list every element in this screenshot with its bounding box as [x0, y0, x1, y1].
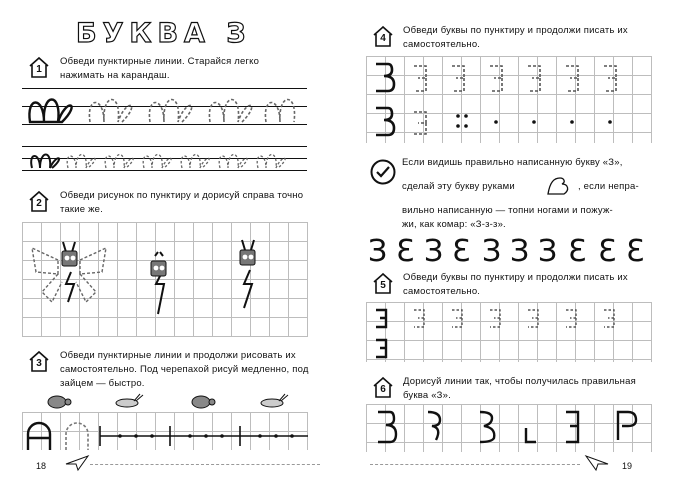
letter-glyph: З [368, 234, 388, 269]
task-instruction: Обведи пунктирные линии и продолжи рисовать их самостоятельно. Под черепахой рисуй медленно, под зайцем — быстро. [60, 350, 309, 389]
checkmark-circle-icon [370, 159, 396, 185]
task-instruction: Обведи пунктирные линии. Старайся легко нажимать на карандаш. [60, 56, 260, 81]
page-title: БУКВА З [76, 18, 252, 49]
paper-plane-icon [64, 454, 90, 472]
arch-tracing [22, 412, 308, 450]
page-number: 18 [36, 461, 47, 471]
task-number-badge: 4 [372, 25, 394, 47]
task-number-badge: 5 [372, 272, 394, 294]
task-number-badge: 2 [28, 190, 50, 212]
task-instruction: Обведи рисунок по пунктиру и дорисуй справа точно такие же. [60, 190, 304, 215]
letter-glyph: Ɛ [396, 234, 415, 269]
task-instruction: Обведи буквы по пунктиру и продолжи писать их самостоятельно. [403, 272, 628, 297]
check-text-line: сделай эту букву руками [402, 181, 515, 192]
task-number-badge: 1 [28, 56, 50, 78]
letter-z-tracing [366, 302, 652, 362]
letter-glyph: З [482, 234, 502, 269]
task-number-badge: 6 [372, 376, 394, 398]
task-number-badge: 3 [28, 350, 50, 372]
letter-glyph: Ɛ [568, 234, 587, 269]
hand-gesture-icon [544, 170, 574, 200]
letter-glyph: Ɛ [626, 234, 645, 269]
check-text-line: вильно написанную — топни ногами и пожуж- [402, 205, 613, 216]
letter-glyph: З [424, 234, 444, 269]
paper-plane-icon [584, 454, 610, 472]
letter-glyph: Ɛ [452, 234, 471, 269]
task-instruction: Дорисуй линии так, чтобы получилась правильная буква «З». [403, 376, 636, 401]
small-loops-tracing [22, 144, 307, 172]
turtle-icon [44, 393, 72, 409]
footer-dashed-line [90, 464, 320, 465]
check-text-line: , если непра- [578, 181, 639, 192]
check-text-line: жи, как комар: «З-з-з». [402, 219, 506, 230]
check-text-line: Если видишь правильно написанную букву «З», [402, 157, 623, 168]
letter-glyph: З [510, 234, 530, 269]
flower-loops-tracing [22, 86, 307, 128]
letter-z-tracing [366, 56, 652, 143]
letter-glyph: Ɛ [598, 234, 617, 269]
hare-icon [257, 393, 291, 409]
page-number: 19 [622, 461, 633, 471]
letter-glyph: З [538, 234, 558, 269]
footer-dashed-line [370, 464, 580, 465]
hare-icon [112, 393, 146, 409]
partial-letters [366, 404, 652, 452]
butterfly-drawing [22, 222, 308, 337]
task-instruction: Обведи буквы по пунктиру и продолжи писать их самостоятельно. [403, 25, 628, 50]
turtle-icon [188, 393, 216, 409]
